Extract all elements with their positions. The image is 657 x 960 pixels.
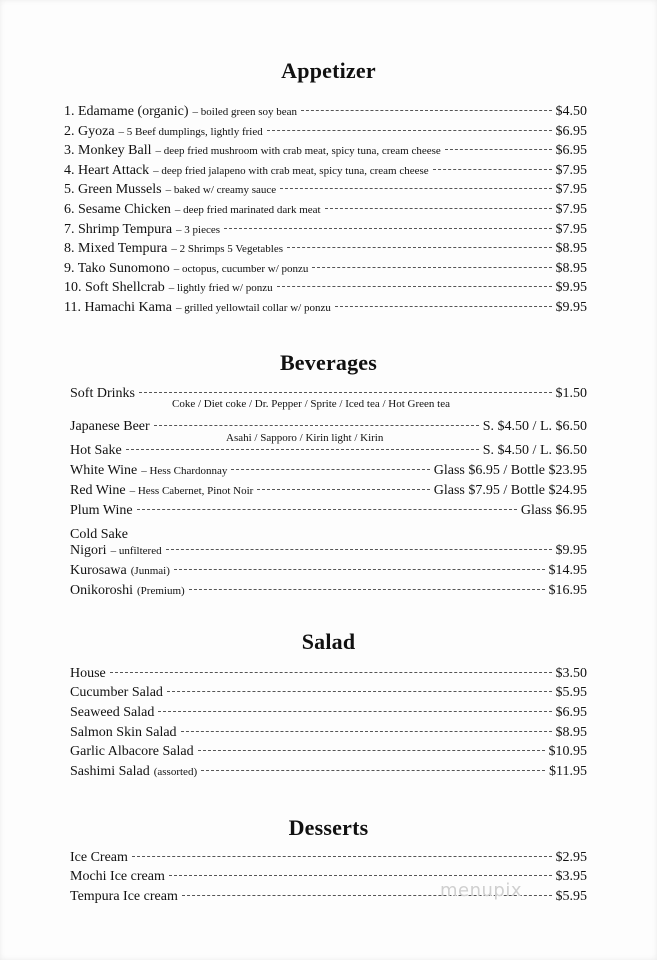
item-price: $5.95 [555,889,587,904]
leader-dots [139,392,552,393]
item-price: $9.95 [555,280,587,295]
beverage-item [70,483,587,499]
leader-dots [312,267,551,268]
item-price: $7.95 [555,222,587,237]
item-desc: (Junmai) [130,565,170,577]
item-name: 8. Mixed Tempura [64,241,168,256]
beer-options: Asahi / Sapporo / Kirin light / Kirin [226,432,384,444]
item-desc: – Hess Cabernet, Pinot Noir [129,485,254,497]
dessert-item [70,850,587,866]
appetizer-item [64,300,587,316]
salad-heading: Salad [301,629,356,654]
item-price: $10.95 [548,744,587,759]
item-name: Ice Cream [70,850,128,865]
item-name: Sashimi Salad [70,764,150,779]
item-name: 1. Edamame (organic) [64,104,189,119]
appetizer-item [64,143,587,159]
item-price: $6.95 [555,143,587,158]
leader-dots [174,569,545,570]
leader-dots [166,549,552,550]
item-desc: (assorted) [153,766,198,778]
item-name: 7. Shrimp Tempura [64,222,173,237]
item-desc: (Premium) [137,585,185,597]
leader-dots [445,149,552,150]
leader-dots [158,711,551,712]
item-desc: – deep fried jalapeno with crab meat, spicy tuna, cream cheese [153,165,429,177]
leader-dots [287,247,552,248]
appetizer-item [64,261,587,277]
item-price: $8.95 [555,241,587,256]
salad-item [70,764,587,780]
beverage-item [70,463,587,479]
item-desc: – grilled yellowtail collar w/ ponzu [175,302,331,314]
item-price: $9.95 [555,300,587,315]
salad-item [70,666,587,682]
item-desc: – deep fried mushroom with crab meat, spicy tuna, cream cheese [155,145,441,157]
beverage-item [70,443,587,459]
salad-item [70,705,587,721]
item-price: S. $4.50 / L. $6.50 [482,419,587,434]
item-price: $1.50 [555,386,587,401]
appetizer-item [64,182,587,198]
leader-dots [198,750,545,751]
appetizer-item [64,222,587,238]
appetizer-item [64,202,587,218]
leader-dots [132,856,552,857]
leader-dots [433,169,552,170]
leader-dots [325,208,552,209]
item-price: $5.95 [555,685,587,700]
appetizer-item [64,124,587,140]
salad-item [70,685,587,701]
item-desc: – deep fried marinated dark meat [174,204,321,216]
beverages-heading: Beverages [279,350,378,375]
item-name: 5. Green Mussels [64,182,162,197]
item-name: Seaweed Salad [70,705,155,720]
item-name: Salmon Skin Salad [70,725,177,740]
item-price: $6.95 [555,705,587,720]
leader-dots [201,770,545,771]
item-desc: – unfiltered [110,545,162,557]
beverage-item [70,583,587,599]
item-name: 3. Monkey Ball [64,143,152,158]
item-name: Tempura Ice cream [70,889,178,904]
item-desc: – baked w/ creamy sauce [165,184,277,196]
leader-dots [169,875,552,876]
item-price: $7.95 [555,182,587,197]
item-name: 11. Hamachi Kama [64,300,172,315]
item-price: $8.95 [555,261,587,276]
item-name: Nigori [70,543,107,558]
item-price: Glass $7.95 / Bottle $24.95 [433,483,587,498]
item-name: Plum Wine [70,503,133,518]
item-name: Red Wine [70,483,126,498]
item-name: Kurosawa [70,563,127,578]
appetizer-heading: Appetizer [281,58,376,83]
item-name: White Wine [70,463,138,478]
item-desc: – boiled green soy bean [192,106,297,118]
item-name: Garlic Albacore Salad [70,744,194,759]
leader-dots [137,509,517,510]
item-price: $9.95 [555,543,587,558]
item-price: Glass $6.95 / Bottle $23.95 [433,463,587,478]
cold-sake-label: Cold Sake [70,527,128,542]
item-desc: – octopus, cucumber w/ ponzu [173,263,309,275]
salad-item [70,725,587,741]
leader-dots [277,286,552,287]
item-name: 4. Heart Attack [64,163,150,178]
item-name: Mochi Ice cream [70,869,165,884]
item-name: House [70,666,106,681]
item-desc: – 2 Shrimps 5 Vegetables [171,243,283,255]
item-name: Cucumber Salad [70,685,163,700]
leader-dots [267,130,552,131]
item-price: $2.95 [555,850,587,865]
beverage-item [70,563,587,579]
item-name: 6. Sesame Chicken [64,202,171,217]
item-name: Hot Sake [70,443,122,458]
beverage-item [70,543,587,559]
leader-dots [181,731,552,732]
leader-dots [335,306,552,307]
item-name: 10. Soft Shellcrab [64,280,165,295]
desserts-heading: Desserts [288,815,369,840]
salad-item [70,744,587,760]
item-price: $16.95 [548,583,587,598]
item-price: $4.50 [555,104,587,119]
appetizer-item [64,163,587,179]
item-name: 9. Tako Sunomono [64,261,170,276]
item-desc: – lightly fried w/ ponzu [168,282,273,294]
item-name: 2. Gyoza [64,124,115,139]
item-name: Japanese Beer [70,419,150,434]
leader-dots [301,110,552,111]
leader-dots [167,691,552,692]
appetizer-item [64,241,587,257]
beverage-item [70,503,587,519]
leader-dots [257,489,429,490]
item-price: Glass $6.95 [520,503,587,518]
appetizer-item [64,280,587,296]
item-price: S. $4.50 / L. $6.50 [482,443,587,458]
leader-dots [126,449,479,450]
item-desc: – 5 Beef dumplings, lightly fried [118,126,263,138]
leader-dots [154,425,479,426]
item-price: $7.95 [555,163,587,178]
leader-dots [224,228,551,229]
menupix-watermark: menupix [440,880,523,901]
item-price: $6.95 [555,124,587,139]
item-name: Soft Drinks [70,386,135,401]
item-desc: – 3 pieces [176,224,221,236]
leader-dots [280,188,551,189]
item-desc: – Hess Chardonnay [141,465,228,477]
item-price: $3.95 [555,869,587,884]
soft-drinks-options: Coke / Diet coke / Dr. Pepper / Sprite / Iced tea / Hot Green tea [172,398,450,410]
leader-dots [189,589,545,590]
appetizer-item [64,104,587,120]
leader-dots [110,672,552,673]
item-name: Onikoroshi [70,583,133,598]
item-price: $14.95 [548,563,587,578]
item-price: $11.95 [549,764,587,779]
item-price: $8.95 [555,725,587,740]
item-price: $7.95 [555,202,587,217]
item-price: $3.50 [555,666,587,681]
leader-dots [231,469,429,470]
